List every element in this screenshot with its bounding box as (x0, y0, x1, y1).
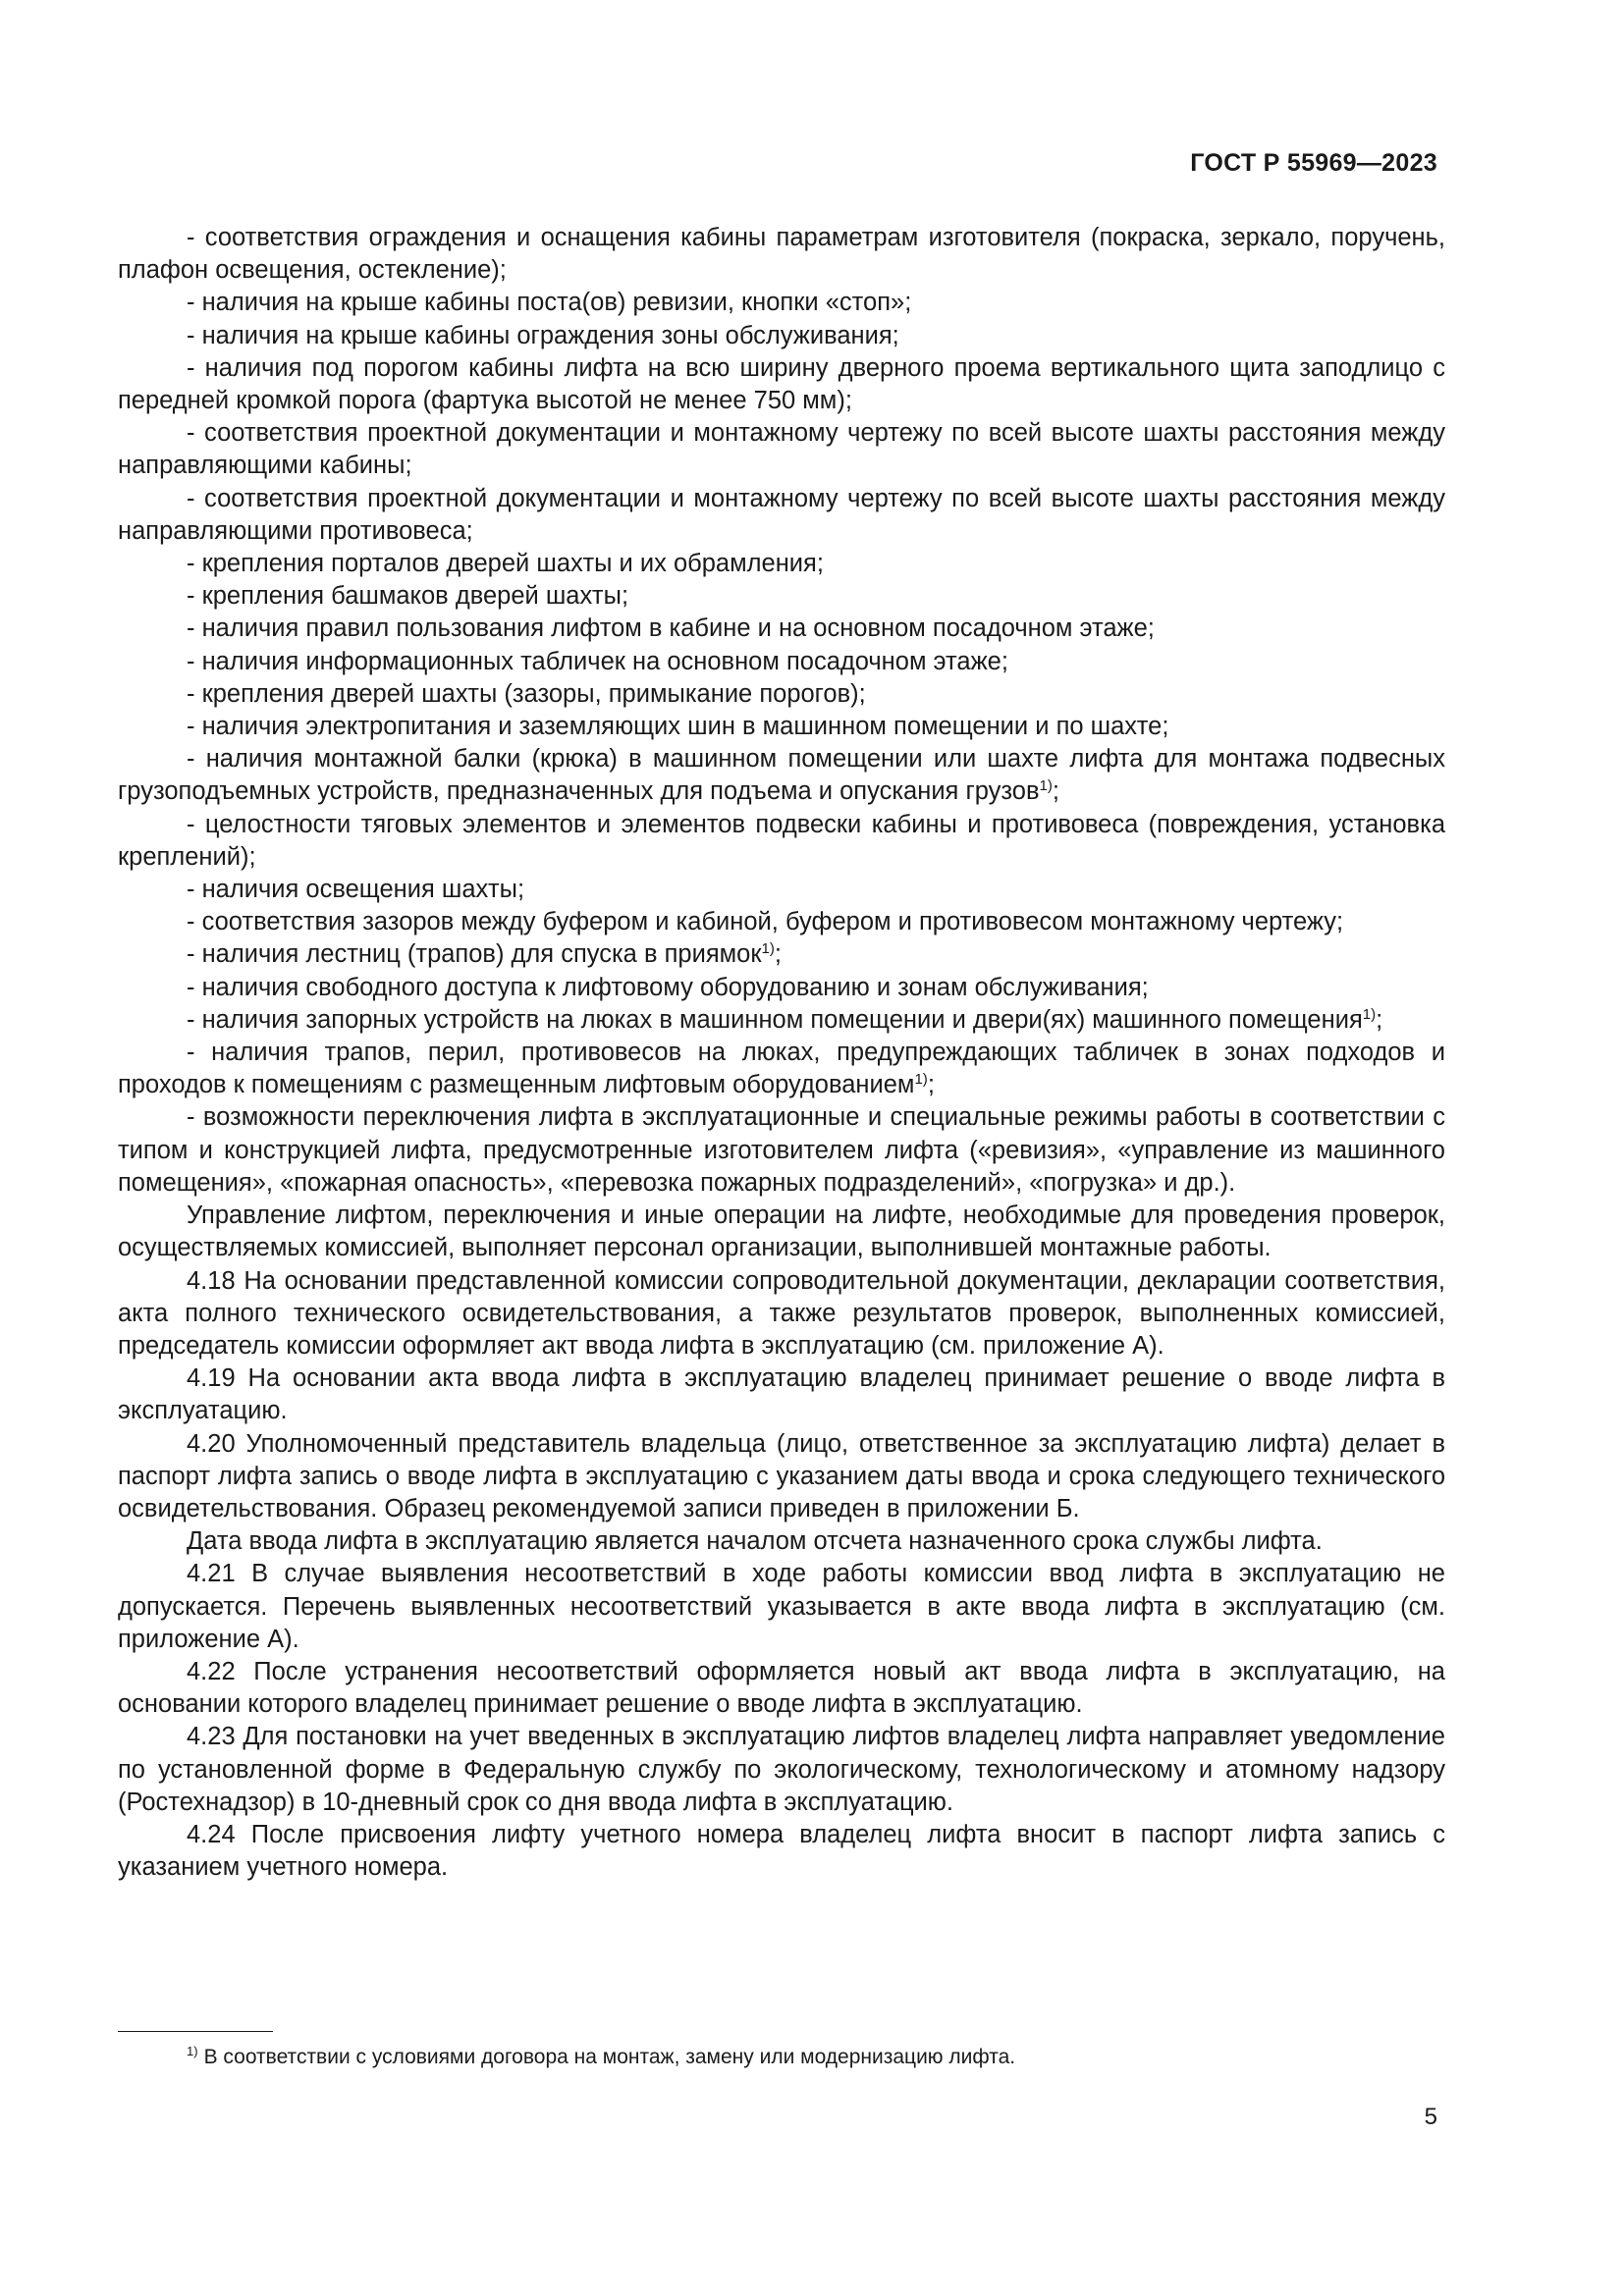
paragraph-end-punctuation: ; (1376, 1005, 1383, 1034)
paragraph: - целостности тяговых элементов и элементов подвески кабины и противовеса (повреждения, установка креплений); (118, 810, 1445, 871)
footnote-reference: 1) (1039, 777, 1053, 795)
paragraph: - крепления дверей шахты (зазоры, примыкание порогов); (187, 679, 866, 708)
paragraph: - крепления порталов дверей шахты и их обрамления; (187, 550, 824, 578)
paragraph: - соответствия проектной документации и монтажному чертежу по всей высоте шахты расстояния между направляющими противовеса; (118, 484, 1445, 545)
paragraph: Дата ввода лифта в эксплуатацию является началом отсчета назначенного срока службы лифта. (187, 1527, 1323, 1556)
paragraph: - наличия правил пользования лифтом в кабине и на основном посадочном этаже; (187, 614, 1155, 643)
paragraph-end-punctuation: ; (1052, 777, 1059, 806)
paragraph-end-punctuation: ; (927, 1071, 935, 1099)
paragraph (118, 1037, 1445, 1101)
paragraph: - наличия информационных табличек на основном посадочном этаже; (187, 647, 1008, 675)
paragraph (118, 938, 1445, 971)
paragraph: - наличия свободного доступа к лифтовому оборудованию и зонам обслуживания; (187, 973, 1149, 1001)
paragraph: - соответствия проектной документации и монтажному чертежу по всей высоте шахты расстояния между направляющими кабины; (118, 419, 1445, 480)
paragraph: 4.22 После устранения несоответствий оформляется новый акт ввода лифта в эксплуатацию, на основании которого владелец принимает решение о вводе лифта в эксплуатацию. (118, 1657, 1445, 1719)
paragraph (118, 1004, 1445, 1037)
footnote-reference: 1) (914, 1071, 928, 1089)
paragraph: - наличия на крыше кабины поста(ов) ревизии, кнопки «стоп»; (187, 289, 912, 317)
paragraph-end-punctuation: ; (774, 940, 782, 969)
paragraph: - крепления башмаков дверей шахты; (187, 582, 629, 611)
paragraph (118, 743, 1445, 808)
paragraph: 4.24 После присвоения лифту учетного номера владелец лифта вносит в паспорт лифта запись с указанием учетного номера. (118, 1820, 1445, 1882)
paragraph: - соответствия ограждения и оснащения кабины параметрам изготовителя (покраска, зеркало, поручень, плафон освещения, остекление); (118, 224, 1445, 285)
paragraph-text: - наличия трапов, перил, противовесов на люках, предупреждающих табличек в зонах подходов и проходов к помещениям с размещенным лифтовым оборудованием (118, 1039, 1445, 1099)
footnote (187, 2044, 1015, 2071)
paragraph-text: - наличия лестниц (трапов) для спуска в приямок (187, 940, 762, 969)
paragraph: 4.23 Для постановки на учет введенных в эксплуатацию лифтов владелец лифта направляет уведомление по установленной форме в Федеральную службу по экологическому, технологическому и атомному надзору (Ростехнадзор) в 10-дневный срок со дня ввода лифта в эксплуатацию. (118, 1723, 1445, 1816)
paragraph-text: - наличия монтажной балки (крюка) в машинном помещении или шахте лифта для монтажа подвесных грузоподъемных устройств, предназначенных для подъема и опускания грузов (118, 745, 1445, 806)
footnote-marker: 1) (187, 2044, 198, 2058)
paragraph: - наличия электропитания и заземляющих шин в машинном помещении и по шахте; (187, 713, 1169, 741)
paragraph: - соответствия зазоров между буфером и кабиной, буфером и противовесом монтажному чертежу; (187, 908, 1344, 936)
paragraph-text: - наличия запорных устройств на люках в машинном помещении и двери(ях) машинного помещения (187, 1005, 1363, 1034)
footnote-text: В соответствии с условиями договора на монтаж, замену или модернизацию лифта. (203, 2046, 1016, 2068)
paragraph: - наличия на крыше кабины ограждения зоны обслуживания; (187, 321, 899, 349)
document-code-header: ГОСТ Р 55969—2023 (1190, 149, 1437, 177)
paragraph: - возможности переключения лифта в эксплуатационные и специальные режимы работы в соответствии с типом и конструкцией лифта, предусмотренные изготовителем лифта («ревизия», «управление из машинного помещения», «пожарная опасность», «перевозка пожарных подразделений», «погрузка» и др.). (118, 1103, 1445, 1197)
paragraph: Управление лифтом, переключения и иные операции на лифте, необходимые для проведения проверок, осуществляемых комиссией, выполняет персонал организации, выполнившей монтажные работы. (118, 1201, 1445, 1262)
paragraph: 4.21 В случае выявления несоответствий в ходе работы комиссии ввод лифта в эксплуатацию не допускается. Перечень выявленных несоответствий указывается в акте ввода лифта в эксплуатацию (см. приложение А). (118, 1560, 1445, 1653)
paragraph: 4.18 На основании представленной комиссии сопроводительной документации, декларации соответствия, акта полного технического освидетельствования, а также результатов проверок, выполненных комиссией, председатель комиссии оформляет акт ввода лифта в эксплуатацию (см. приложение А). (118, 1266, 1445, 1360)
footnote-separator (118, 2031, 273, 2032)
page-number: 5 (1424, 2104, 1437, 2130)
paragraph: - наличия под порогом кабины лифта на всю ширину дверного проема вертикального щита заподлицо с передней кромкой порога (фартука высотой не менее 750 мм); (118, 353, 1445, 415)
main-text (118, 222, 1445, 1884)
paragraph: 4.20 Уполномоченный представитель владельца (лицо, ответственное за эксплуатацию лифта) делает в паспорт лифта запись о вводе лифта в эксплуатацию с указанием даты ввода и срока следующего технического освидетельствования. Образец рекомендуемой записи приведен в приложении Б. (118, 1429, 1445, 1522)
footnote-reference: 1) (1362, 1005, 1377, 1023)
paragraph: 4.19 На основании акта ввода лифта в эксплуатацию владелец принимает решение о вводе лифта в эксплуатацию. (118, 1364, 1445, 1425)
footnote-reference: 1) (761, 940, 775, 958)
paragraph: - наличия освещения шахты; (187, 876, 525, 904)
